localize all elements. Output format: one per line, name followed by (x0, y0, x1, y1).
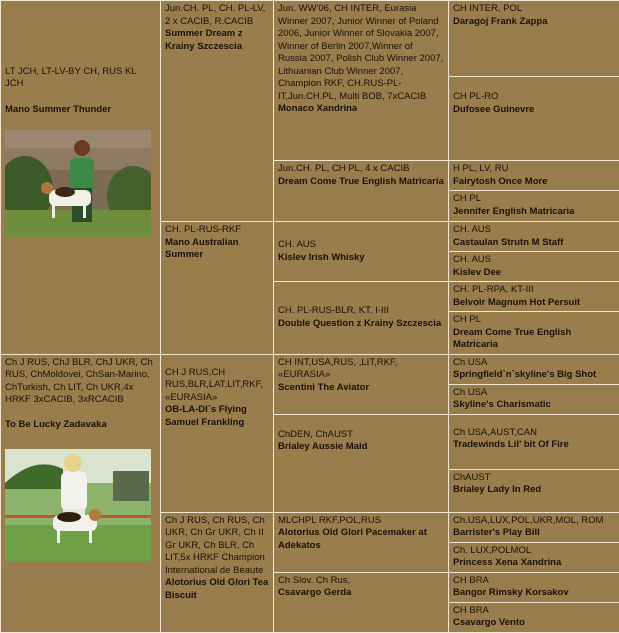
dam-dam-sire-cell (274, 512, 449, 572)
dams-ssd-cell (449, 384, 619, 414)
titles: Ch USA (453, 357, 615, 370)
titles: H PL, LV, RU (453, 163, 615, 176)
titles: Ch Slov. Ch Rus, (278, 575, 444, 588)
name: OB-LA-DI`s Flying Samuel Frankling (165, 404, 269, 429)
sire-photo (5, 130, 151, 237)
titles: Ch USA,AUST,CAN (453, 427, 615, 440)
sdd-cell (449, 191, 619, 222)
dam-cell (1, 354, 161, 632)
sire-titles: LT JCH, LT-LV-BY CH, RUS KL JCH (5, 66, 156, 91)
sire-dam-sire-cell (274, 222, 449, 282)
titles: CH. AUS (453, 224, 615, 237)
sire-sire-dam-cell (274, 161, 449, 222)
name: Skyline's Charismatic (453, 399, 615, 412)
sire-dam-dam-cell (274, 282, 449, 355)
titles: CH. AUS (278, 239, 444, 252)
titles: Ch J RUS, Ch RUS, Ch UKR, Ch Gr UKR, Ch II Gr UKR, Ch BLR, Ch LIT,5x HRKF Champion International de Beaute (165, 515, 269, 578)
name: Tradewinds Lil' bit Of Fire (453, 439, 615, 452)
name: Springfield`n`skyline's Big Shot (453, 369, 615, 382)
damd-ssd-cell (449, 542, 619, 572)
sire-sire-sire-cell (274, 1, 449, 161)
name: Brialey Lady In Red (453, 484, 615, 497)
name: Barrister's Play Bill (453, 527, 615, 540)
dam-photo (5, 449, 151, 561)
titles: CH J RUS,CH RUS,BLR,LAT,LIT,RKF, «EURASIA» (165, 367, 269, 405)
name: Jennifer English Matricaria (453, 206, 615, 219)
dsd-cell (449, 252, 619, 282)
ssd-cell (449, 77, 619, 161)
titles: CH. PL-RUS-RKF (165, 224, 269, 237)
dam-sire-cell (161, 354, 274, 512)
titles: Ch. LUX,POLMOL (453, 545, 615, 558)
damd-dds-cell (449, 572, 619, 602)
titles: ChDEN, ChAUST (278, 429, 444, 442)
sire-cell (1, 1, 161, 355)
dam-sire-dam-cell (274, 414, 449, 512)
name: Csavargo Gerda (278, 587, 444, 600)
name: Mano Australian Summer (165, 237, 269, 262)
name: Dufosee Guinevre (453, 104, 615, 117)
titles: CH. AUS (453, 254, 615, 267)
dams-sss-cell (449, 354, 619, 384)
name: Princess Xena Xandrina (453, 557, 615, 570)
name: Belvoir Magnum Hot Persuit (453, 297, 615, 310)
dam-titles: Ch J RUS, ChJ BLR, ChJ UKR, Ch RUS, ChMoldovei, ChSan-Marino, ChTurkish, Ch LIT, Ch UKR,4x HRKF 3xCACIB, 3xRCACIB (5, 357, 156, 407)
dds-cell (449, 282, 619, 312)
name: Dream Come True English Matricaria (278, 176, 444, 189)
titles: CH. PL-RUS-BLR, KT. I-III (278, 305, 444, 318)
sire-dam-cell (161, 222, 274, 355)
titles: CH BRA (453, 575, 615, 588)
titles: CH PL (453, 314, 615, 327)
dam-sire-sire-cell (274, 354, 449, 414)
sss-cell (449, 1, 619, 77)
name: Scentini The Aviator (278, 382, 444, 395)
dams-sds-cell (449, 414, 619, 469)
dams-sdd-cell (449, 469, 619, 512)
name: Double Question z Krainy Szczescia (278, 318, 444, 331)
name: Alotorius Old Glori Pacemaker at Adekatos (278, 527, 444, 552)
dss-cell (449, 222, 619, 252)
titles: Jun.CH. PL, CH. PL-LV, 2 x CACIB, R.CACIB (165, 3, 269, 28)
name: Monaco Xandrina (278, 103, 444, 116)
name: Dream Come True English Matricaria (453, 327, 615, 352)
titles: CH PL-RO (453, 91, 615, 104)
titles: CH BRA (453, 605, 615, 618)
name: Summer Dream z Krainy Szczescia (165, 28, 269, 53)
name: Kislev Dee (453, 267, 615, 280)
titles: Jun. WW'06, CH INTER, Eurasia Winner 2007, Junior Winner of Poland 2006, Junior Winner of Slovakia 2007, Winner of Berlin 2007,Winner of Russia 2007, Polish Club Winner 2007, Lithuanian Club Winner 2007, Champion RKF, CH.RUS-PL-IT,Jun.CH.PL, Multi BOB, 7xCACIB (278, 3, 444, 103)
name: Castaulan Strutn M Staff (453, 237, 615, 250)
titles: Ch.USA,LUX,POL,UKR,MOL, ROM (453, 515, 615, 528)
titles: CH INT,USA,RUS, ,LIT,RKF, «EURASIA» (278, 357, 444, 382)
damd-ddd-cell (449, 602, 619, 632)
name: Csavargo Vento (453, 617, 615, 630)
sire-sire-cell (161, 1, 274, 222)
name: Brialey Aussie Maid (278, 441, 444, 454)
titles: CH. PL-RPA, KT-III (453, 284, 615, 297)
sds-cell (449, 161, 619, 191)
dam-dam-cell (161, 512, 274, 632)
titles: CH INTER, POL (453, 3, 615, 16)
name: Bangor Rimsky Korsakov (453, 587, 615, 600)
titles: MLCHPL RKF,POL,RUS (278, 515, 444, 528)
name: Kislev Irish Whisky (278, 252, 444, 265)
titles: ChAUST (453, 472, 615, 485)
damd-sss-cell (449, 512, 619, 542)
ddd-cell (449, 312, 619, 355)
dam-name: To Be Lucky Zadavaka (5, 419, 156, 432)
name: Daragoj Frank Zappa (453, 16, 615, 29)
titles: Jun.CH. PL, CH PL, 4 x CACIB (278, 163, 444, 176)
name: Fairytosh Once More (453, 176, 615, 189)
name: Alotorius Old Glori Tea Biscuit (165, 577, 269, 602)
titles: CH PL (453, 193, 615, 206)
titles: Ch USA (453, 387, 615, 400)
dam-dam-dam-cell (274, 572, 449, 632)
sire-name: Mano Summer Thunder (5, 104, 156, 117)
